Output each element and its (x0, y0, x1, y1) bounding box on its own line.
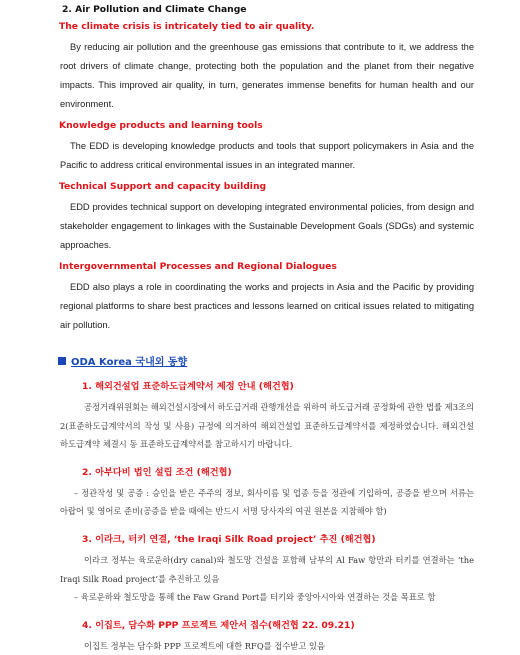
block-heading: Knowledge products and learning tools (59, 120, 263, 131)
section-title: 2. Air Pollution and Climate Change (62, 4, 247, 15)
intergovernmental-block (60, 261, 474, 335)
news-heading: 2. 아부다비 법인 설립 조건 (해건협) (82, 466, 232, 478)
knowledge-block (60, 120, 474, 175)
square-bullet-icon (58, 357, 66, 365)
news-paragraph: 공정거래위원회는 해외건설시장에서 하도급거래 관행개선을 위하여 하도급거래 공정화에 관한 법률 제3조의2(표준하도급계약서의 작성 및 사용) 규정에 의거하여 해외건설업 표준하도급계약서를 제정하였습니다. 해외건설 하도급계약 체결시 동 표준하도급계약서를 참고하시기 바랍니다. (60, 402, 474, 450)
block-heading: Intergovernmental Processes and Regional Dialogues (59, 261, 337, 272)
news-paragraph: – 육로운하와 철도망을 통해 the Faw Grand Port를 터키와 중앙아시아와 연결하는 것을 목표로 함 (74, 592, 436, 603)
news-heading: 1. 해외건설업 표준하도급계약서 제정 안내 (해건협) (82, 381, 294, 392)
news-paragraph: 이라크 정부는 육로운하(dry canal)와 철도망 건설을 포함해 남부의 Al Faw 항만과 터키를 연결하는 ‘the Iraqi Silk Road project’를 추진하고 있음 (60, 554, 474, 584)
block-heading: The climate crisis is intricately tied to air quality. (59, 21, 315, 32)
oda-title: ODA Korea 국내외 동향 (71, 357, 188, 368)
news-item (60, 378, 474, 454)
news-heading: 4. 이집트, 담수화 PPP 프로젝트 제안서 접수(해건협 22. 09.21) (82, 619, 355, 631)
news-paragraph: 이집트 정부는 담수화 PPP 프로젝트에 대한 RFQ를 접수받고 있음 (84, 640, 325, 651)
block-paragraph: By reducing air pollution and the greenhouse gas emissions that contribute to it, we address the root drivers of climate change, protecting both the population and the planet from their negative impacts. This improved air quality, in turn, generates immense benefits for human health and our environment. (60, 42, 474, 109)
block-heading: Technical Support and capacity building (59, 181, 267, 192)
block-paragraph: The EDD is developing knowledge products and tools that support policymakers in Asia and the Pacific to address critical environmental issues in an integrated manner. (60, 141, 474, 170)
block-paragraph: EDD provides technical support on developing integrated environmental policies, from design and stakeholder engagement to linkages with the Sustainable Development Goals (SDGs) and systemic approaches. (60, 202, 474, 250)
block-paragraph: EDD also plays a role in coordinating the works and projects in Asia and the Pacific by providing regional platforms to share best practices and lessons learned on critical issues related to mitigating air pollution. (60, 282, 474, 330)
technical-support-block (60, 181, 474, 255)
news-item (60, 464, 474, 521)
oda-section-heading (58, 353, 474, 368)
news-heading: 3. 이라크, 터키 연결, ‘the Iraqi Silk Road project’ 추진 (해건협) (82, 533, 376, 545)
climate-block (60, 21, 474, 114)
news-paragraph: – 정관작성 및 공증 : 승인을 받은 주주의 정보, 회사이름 및 업종 등을 정관에 기입하여, 공증을 받으며 서류는 아랍어 및 영어로 준비(공증을 받을 때에는 반드시 서명 당사자의 여권 원본을 지참해야 함) (60, 487, 474, 517)
news-item (60, 617, 474, 655)
news-item (60, 531, 474, 607)
